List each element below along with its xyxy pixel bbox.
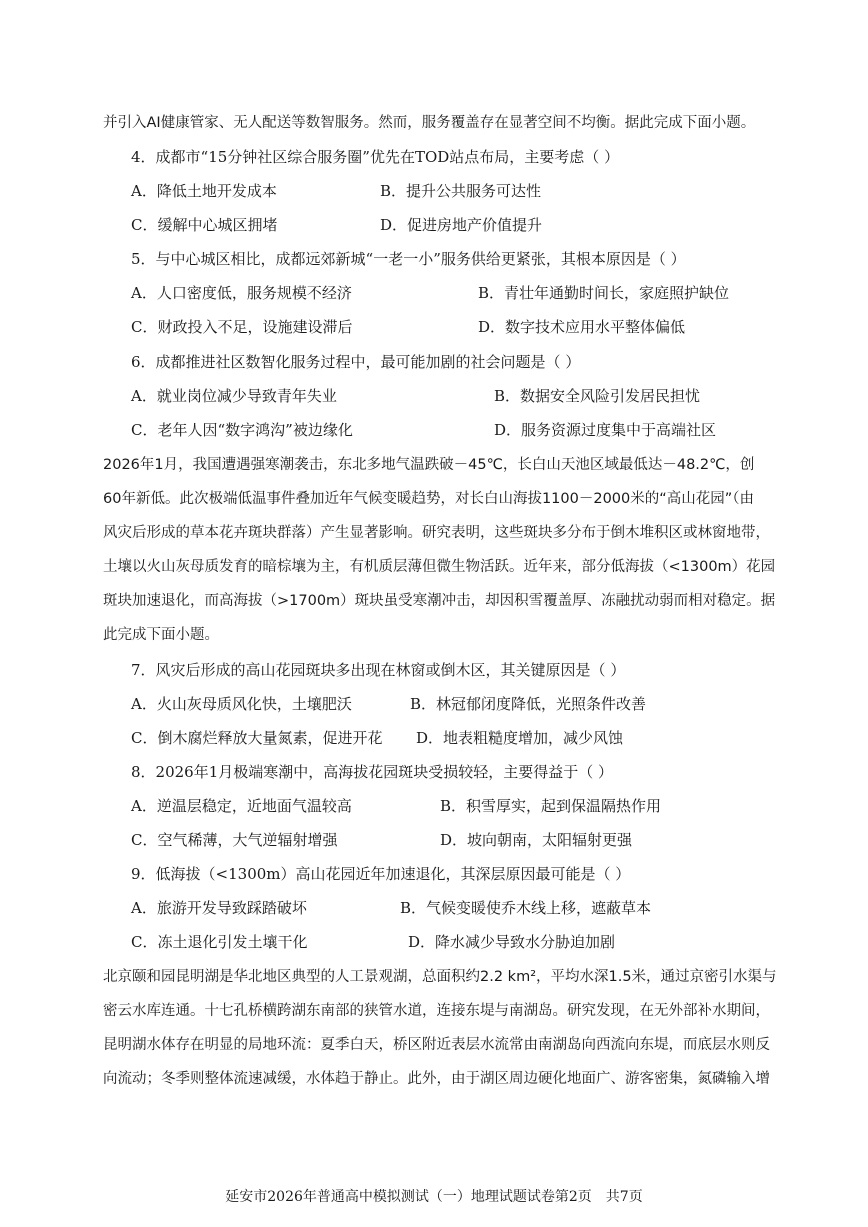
question-5-option-b: B．青壮年通勤时间长，家庭照护缺位 [478, 284, 730, 302]
passage-2-line-3: 风灾后形成的草本花卉斑块群落）产生显著影响。研究表明，这些斑块多分布于倒木堆积区或林窗地带， [103, 525, 770, 541]
passage-3-line-4: 向流动；冬季则整体流速减缓，水体趋于静止。此外，由于湖区周边硬化地面广、游客密集，氮磷输入增 [103, 1071, 770, 1087]
question-6-option-b: B．数据安全风险引发居民担忧 [494, 387, 701, 405]
question-9-option-a: A．旅游开发导致踩踏破坏 [131, 899, 307, 917]
question-6-option-a: A．就业岗位减少导致青年失业 [131, 387, 337, 405]
question-4-option-d: D．促进房地产价值提升 [380, 216, 543, 234]
question-7-option-c: C．倒木腐烂释放大量氮素，促进开花 [131, 729, 383, 747]
question-5-option-a: A．人口密度低，服务规模不经济 [131, 284, 352, 302]
question-8-stem: 8．2026年1月极端寒潮中，高海拔花园斑块受损较轻，主要得益于（ ） [131, 763, 614, 781]
passage-2-line-5: 斑块加速退化，而高海拔（>1700m）斑块虽受寒潮冲击，却因积雪覆盖厚、冻融扰动弱而相对稳定。据 [103, 593, 776, 609]
question-9-option-d: D．降水减少导致水分胁迫加剧 [408, 933, 616, 951]
passage-3-line-1: 北京颐和园昆明湖是华北地区典型的人工景观湖，总面积约2.2 km²，平均水深1.5米，通过京密引水渠与 [103, 969, 777, 985]
question-9-option-c: C．冻土退化引发土壤干化 [131, 933, 308, 951]
question-5-option-d: D．数字技术应用水平整体偏低 [478, 318, 686, 336]
passage-2-line-4: 土壤以火山灰母质发育的暗棕壤为主，有机质层薄但微生物活跃。近年来，部分低海拔（<1300m）花园 [103, 559, 776, 575]
question-7-option-d: D．地表粗糙度增加，减少风蚀 [416, 729, 624, 747]
question-6-option-d: D．服务资源过度集中于高端社区 [494, 421, 717, 439]
question-7-option-a: A．火山灰母质风化快，土壤肥沃 [131, 695, 352, 713]
question-6-stem: 6．成都推进社区数智化服务过程中，最可能加剧的社会问题是（ ） [131, 353, 581, 371]
page-footer: 延安市2026年普通高中模拟测试（一）地理试题试卷第2页 共7页 [225, 1189, 643, 1205]
passage-3-line-2: 密云水库连通。十七孔桥横跨湖东南部的狭管水道，连接东堤与南湖岛。研究发现，在无外部补水期间， [103, 1003, 770, 1019]
question-7-stem: 7．风灾后形成的高山花园斑块多出现在林窗或倒木区，其关键原因是（ ） [131, 661, 626, 679]
question-8-option-c: C．空气稀薄，大气逆辐射增强 [131, 831, 338, 849]
passage-3-line-3: 昆明湖水体存在明显的局地环流：夏季白天，桥区附近表层水流常由南湖岛向西流向东堤，而底层水则反 [103, 1037, 770, 1053]
question-4-stem: 4．成都市“15分钟社区综合服务圈”优先在TOD站点布局，主要考虑（ ） [131, 148, 620, 166]
passage-2-line-6: 此完成下面小题。 [103, 627, 219, 643]
passage-2-line-1: 2026年1月，我国遭遇强寒潮袭击，东北多地气温跌破－45℃，长白山天池区域最低达－48.2℃，创 [103, 457, 755, 473]
passage-2-line-2: 60年新低。此次极端低温事件叠加近年气候变暖趋势，对长白山海拔1100－2000米的“高山花园”（由 [103, 491, 755, 507]
question-9-option-b: B．气候变暖使乔木线上移，遮蔽草本 [400, 899, 652, 917]
question-5-stem: 5．与中心城区相比，成都远郊新城“一老一小”服务供给更紧张，其根本原因是（ ） [131, 250, 686, 268]
passage-1-tail: 并引入AI健康管家、无人配送等数智服务。然而，服务覆盖存在显著空间不均衡。据此完成下面小题。 [103, 115, 756, 131]
question-4-option-a: A．降低土地开发成本 [131, 182, 277, 200]
question-7-option-b: B．林冠郁闭度降低，光照条件改善 [410, 695, 647, 713]
question-5-option-c: C．财政投入不足，设施建设滞后 [131, 318, 353, 336]
question-9-stem: 9．低海拔（<1300m）高山花园近年加速退化，其深层原因最可能是（ ） [131, 865, 631, 883]
question-8-option-a: A．逆温层稳定，近地面气温较高 [131, 797, 352, 815]
question-8-option-d: D．坡向朝南，太阳辐射更强 [440, 831, 633, 849]
question-8-option-b: B．积雪厚实，起到保温隔热作用 [440, 797, 662, 815]
question-4-option-c: C．缓解中心城区拥堵 [131, 216, 278, 234]
question-4-option-b: B．提升公共服务可达性 [380, 182, 542, 200]
question-6-option-c: C．老年人因“数字鸿沟”被边缘化 [131, 421, 353, 439]
